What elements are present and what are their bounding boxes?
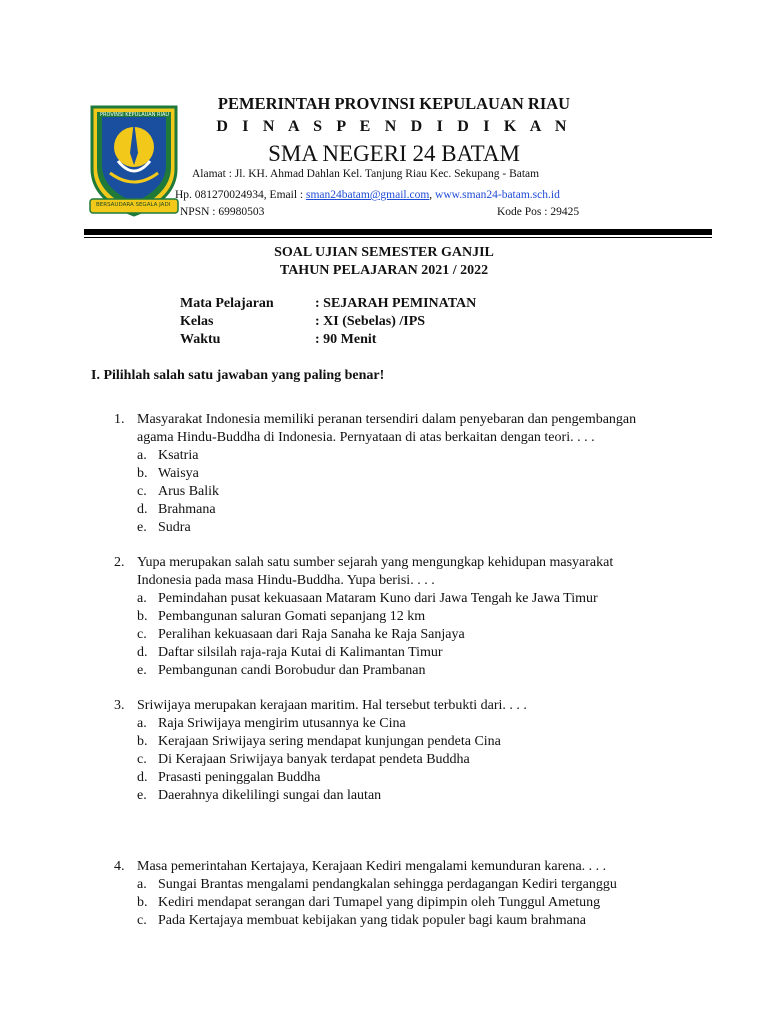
option-text: Arus Balik bbox=[158, 484, 220, 499]
question-text: Indonesia pada masa Hindu-Buddha. Yupa berisi. . . . bbox=[137, 573, 435, 588]
question-text: Masyarakat Indonesia memiliki peranan tersendiri dalam penyebaran dan pengembangan bbox=[137, 412, 637, 427]
field-value-subject: : SEJARAH PEMINATAN bbox=[315, 296, 477, 311]
website-link[interactable]: www.sman24-batam.sch.id bbox=[435, 189, 560, 201]
school-name: SMA NEGERI 24 BATAM bbox=[268, 141, 520, 166]
question-text: Masa pemerintahan Kertajaya, Kerajaan Kediri mengalami kemunduran karena. . . . bbox=[137, 859, 607, 874]
option-text: Pemindahan pusat kekuasaan Mataram Kuno dari Jawa Tengah ke Jawa Timur bbox=[158, 591, 598, 606]
option-letter: c. bbox=[137, 913, 147, 928]
option-letter: e. bbox=[137, 663, 147, 678]
option-text: Pembangunan saluran Gomati sepanjang 12 km bbox=[158, 609, 426, 624]
option-text: Brahmana bbox=[158, 502, 216, 517]
question-text: Sriwijaya merupakan kerajaan maritim. Hal tersebut terbukti dari. . . . bbox=[137, 698, 527, 713]
email-link[interactable]: sman24batam@gmail.com bbox=[305, 189, 430, 201]
option-letter: d. bbox=[137, 645, 148, 660]
option-text: Prasasti peninggalan Buddha bbox=[158, 770, 321, 785]
option-letter: a. bbox=[137, 448, 147, 463]
option-letter: a. bbox=[137, 591, 147, 606]
option-text: Waisya bbox=[158, 466, 199, 481]
exam-title: SOAL UJIAN SEMESTER GANJIL bbox=[274, 245, 494, 260]
field-value-class: : XI (Sebelas) /IPS bbox=[315, 314, 426, 329]
option-text: Kerajaan Sriwijaya sering mendapat kunjungan pendeta Cina bbox=[158, 734, 501, 749]
npsn: NPSN : 69980503 bbox=[180, 206, 265, 218]
option-letter: a. bbox=[137, 716, 147, 731]
logo-top-text: PROVINSI KEPULAUAN RIAU bbox=[100, 112, 170, 118]
option-letter: e. bbox=[137, 788, 147, 803]
option-text: Di Kerajaan Sriwijaya banyak terdapat pendeta Buddha bbox=[158, 752, 470, 767]
option-letter: e. bbox=[137, 520, 147, 535]
question-number: 4. bbox=[114, 859, 125, 874]
option-letter: b. bbox=[137, 734, 148, 749]
question-text: agama Hindu-Buddha di Indonesia. Pernyataan di atas berkaitan dengan teori. . . . bbox=[137, 430, 595, 445]
question-number: 2. bbox=[114, 555, 125, 570]
school-contact bbox=[175, 189, 560, 201]
option-letter: b. bbox=[137, 609, 148, 624]
option-text: Sungai Brantas mengalami pendangkalan sehingga perdagangan Kediri terganggu bbox=[158, 877, 617, 892]
option-text: Pada Kertajaya membuat kebijakan yang tidak populer bagi kaum brahmana bbox=[158, 913, 587, 928]
province-heading: PEMERINTAH PROVINSI KEPULAUAN RIAU bbox=[217, 94, 571, 113]
field-label-time: Waktu bbox=[180, 332, 221, 347]
option-text: Peralihan kekuasaan dari Raja Sanaha ke Raja Sanjaya bbox=[158, 627, 465, 642]
question-number: 1. bbox=[114, 412, 125, 427]
option-letter: d. bbox=[137, 770, 148, 785]
question-text: Yupa merupakan salah satu sumber sejarah yang mengungkap kehidupan masyarakat bbox=[137, 555, 614, 570]
field-value-time: : 90 Menit bbox=[315, 332, 377, 347]
option-text: Ksatria bbox=[158, 448, 199, 463]
department-heading: D I N A S P E N D I D I K A N bbox=[216, 118, 572, 135]
option-letter: c. bbox=[137, 484, 147, 499]
contact-separator: , bbox=[429, 189, 436, 201]
field-label-subject: Mata Pelajaran bbox=[180, 296, 274, 311]
option-letter: a. bbox=[137, 877, 147, 892]
exam-year: TAHUN PELAJARAN 2021 / 2022 bbox=[279, 263, 489, 278]
option-letter: c. bbox=[137, 627, 147, 642]
option-text: Raja Sriwijaya mengirim utusannya ke Cina bbox=[158, 716, 406, 731]
logo-banner-text: BERSAUDARA SEGALA JADI bbox=[96, 202, 171, 208]
school-address: Alamat : Jl. KH. Ahmad Dahlan Kel. Tanjung Riau Kec. Sekupang - Batam bbox=[192, 168, 540, 180]
option-letter: b. bbox=[137, 895, 148, 910]
option-text: Daerahnya dikelilingi sungai dan lautan bbox=[158, 788, 382, 803]
option-letter: d. bbox=[137, 502, 148, 517]
field-label-class: Kelas bbox=[180, 314, 214, 329]
question-number: 3. bbox=[114, 698, 125, 713]
contact-prefix: Hp. 081270024934, Email : bbox=[175, 189, 306, 201]
option-text: Kediri mendapat serangan dari Tumapel yang dipimpin oleh Tunggul Ametung bbox=[158, 895, 601, 910]
postcode: Kode Pos : 29425 bbox=[497, 206, 580, 218]
option-letter: b. bbox=[137, 466, 148, 481]
header-rule-thick bbox=[84, 229, 712, 235]
section-instruction: I. Pilihlah salah satu jawaban yang paling benar! bbox=[91, 368, 385, 383]
option-text: Sudra bbox=[158, 520, 191, 535]
option-text: Daftar silsilah raja-raja Kutai di Kalimantan Timur bbox=[158, 645, 443, 660]
header-rule-thin bbox=[84, 237, 712, 238]
option-letter: c. bbox=[137, 752, 147, 767]
option-text: Pembangunan candi Borobudur dan Prambanan bbox=[158, 663, 426, 678]
